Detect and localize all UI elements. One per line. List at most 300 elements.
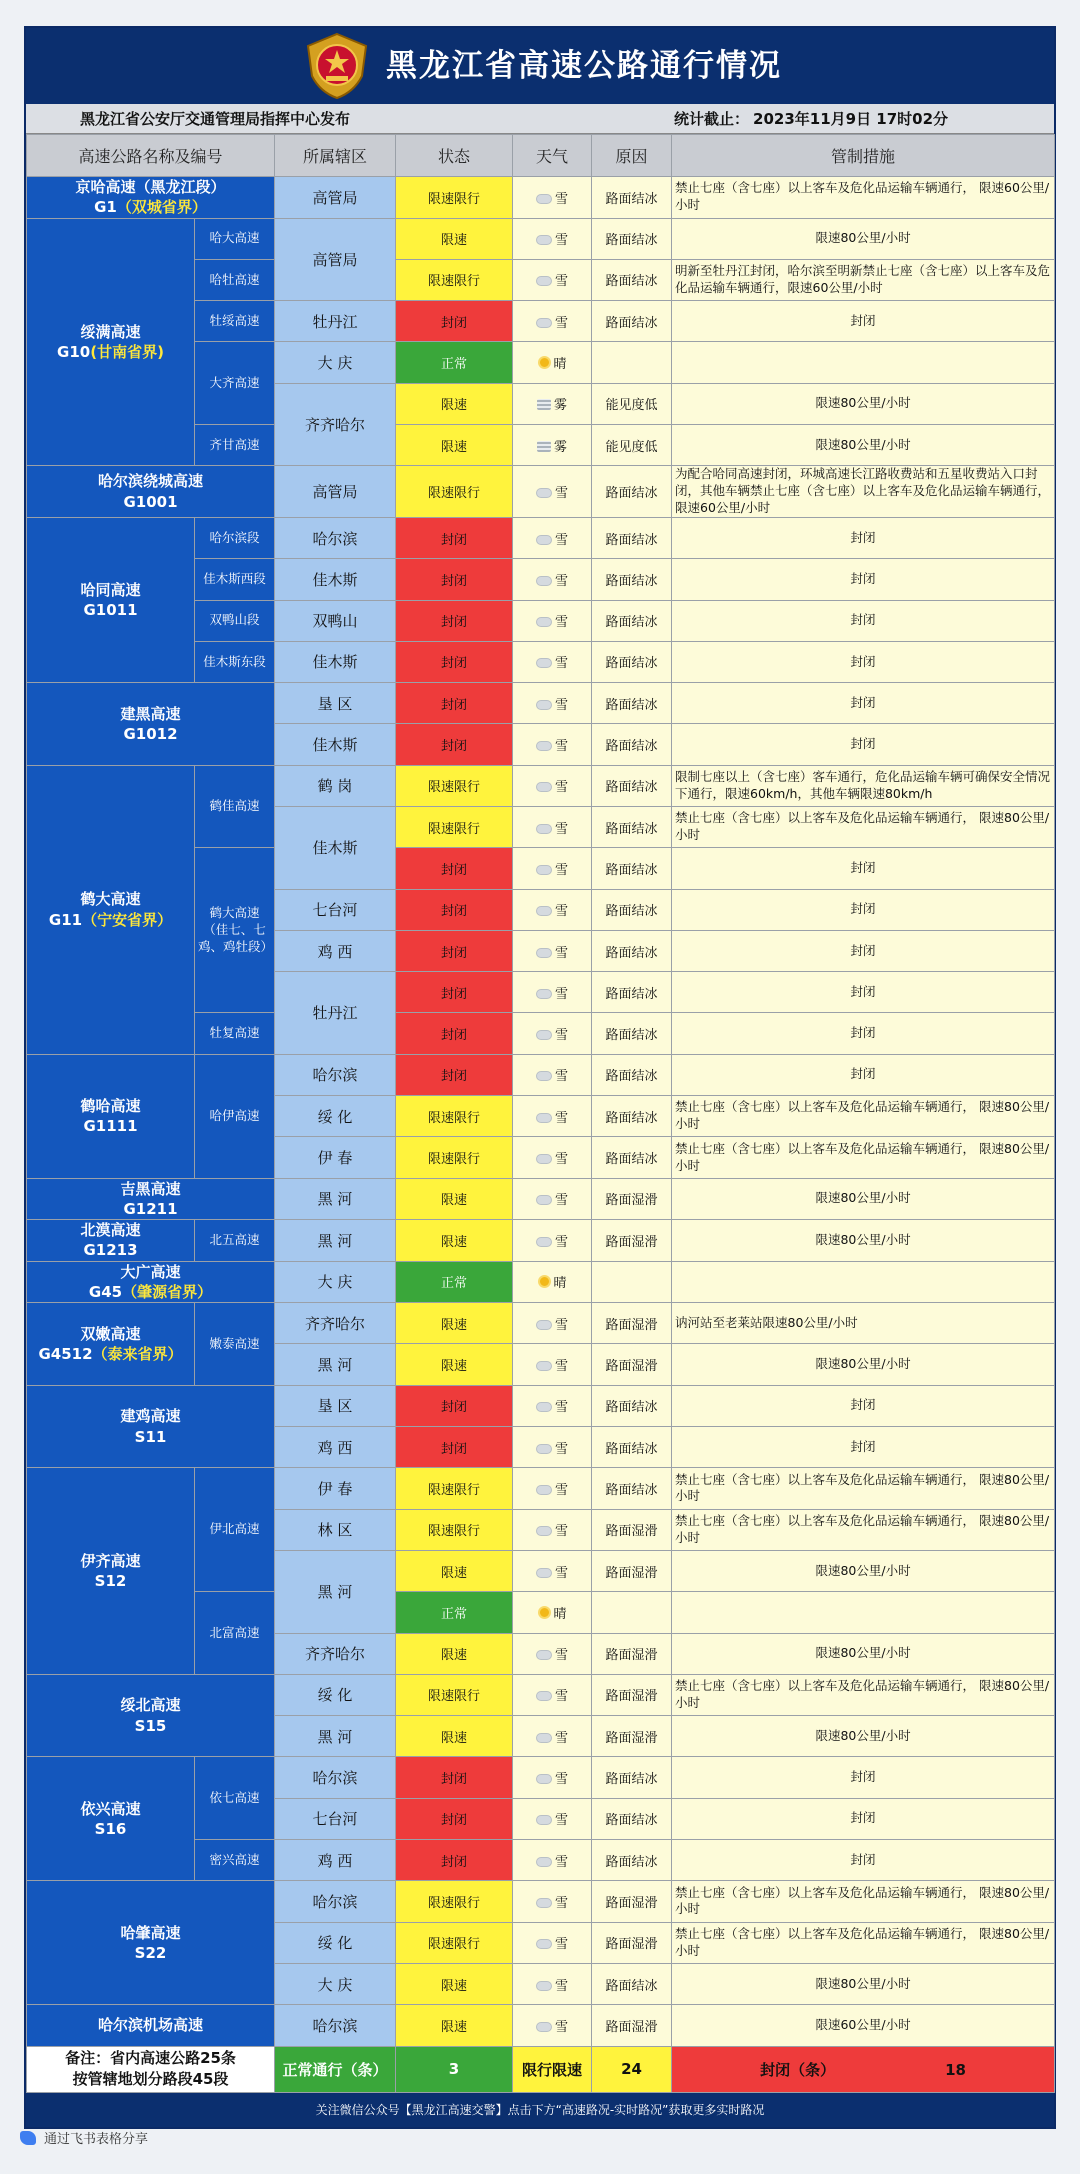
- sun-icon: [538, 356, 551, 369]
- weather-text: 雪: [555, 904, 569, 920]
- highway-name-line: [30, 1344, 191, 1364]
- snow-cloud-icon: [536, 235, 552, 245]
- segment-name-line: [198, 1625, 271, 1642]
- reason-cell: 路面结冰: [592, 683, 672, 724]
- status-badge: 封闭: [396, 848, 513, 889]
- reason-cell: 路面结冰: [592, 848, 672, 889]
- status-badge: 限速限行: [396, 806, 513, 847]
- highway-name-line: [30, 322, 191, 342]
- highway-name-cell: [27, 1303, 195, 1386]
- page-title: 黑龙江省高速公路通行情况: [386, 48, 782, 84]
- weather-cell: [513, 342, 592, 383]
- weather-text: 晴: [553, 1276, 567, 1292]
- snow-cloud-icon: [536, 1237, 552, 1247]
- status-badge: 封闭: [396, 930, 513, 971]
- status-badge: 封闭: [396, 1840, 513, 1881]
- table-row: [27, 1178, 1055, 1220]
- measure-cell: 禁止七座（含七座）以上客车及危化品运输车辆通行， 限速80公里/小时: [672, 1468, 1055, 1509]
- weather-cell: [513, 806, 592, 847]
- highway-name-line: [30, 1819, 191, 1839]
- segment-name-line: [198, 530, 271, 547]
- weather-cell: [513, 1013, 592, 1054]
- measure-cell: 封闭: [672, 972, 1055, 1013]
- table-row: [27, 1674, 1055, 1715]
- jurisdiction-cell: 七台河: [275, 889, 396, 930]
- weather-text: 雪: [555, 1193, 569, 1209]
- measure-cell: 限速80公里/小时: [672, 424, 1055, 465]
- highway-name-cell: [27, 1757, 195, 1881]
- fog-icon: [537, 441, 551, 452]
- reason-cell: 路面结冰: [592, 218, 672, 259]
- segment-name-line: [198, 1336, 271, 1353]
- reason-cell: 路面结冰: [592, 930, 672, 971]
- measure-cell: 封闭: [672, 1054, 1055, 1095]
- measure-cell: 封闭: [672, 641, 1055, 682]
- highway-label: 哈肇高速: [120, 1923, 181, 1942]
- weather-text: 雪: [555, 1854, 569, 1870]
- highway-label: 伊北高速: [209, 1521, 260, 1537]
- weather-text: 雪: [555, 1730, 569, 1746]
- highway-name-cell: [27, 517, 195, 682]
- weather-text: 雪: [555, 1069, 569, 1085]
- weather-cell: [513, 1633, 592, 1674]
- segment-name-line: [198, 654, 271, 671]
- measure-cell: 明新至牡丹江封闭，哈尔滨至明新禁止七座（含七座）以上客车及危化品运输车辆通行，限速60公里/小时: [672, 259, 1055, 300]
- highway-name-line: [30, 177, 271, 197]
- share-footer[interactable]: [20, 2128, 148, 2147]
- highway-label: G1001: [123, 492, 178, 511]
- weather-text: 雪: [555, 1234, 569, 1250]
- jurisdiction-cell: 伊 春: [275, 1137, 396, 1178]
- reason-cell: 路面结冰: [592, 177, 672, 219]
- segment-name-cell: [195, 517, 275, 558]
- highway-name-line: [30, 1282, 271, 1302]
- measure-cell: 封闭: [672, 683, 1055, 724]
- snow-cloud-icon: [536, 1320, 552, 1330]
- segment-name-cell: [195, 301, 275, 342]
- weather-cell: [513, 1840, 592, 1881]
- measure-cell: 禁止七座（含七座）以上客车及危化品运输车辆通行， 限速80公里/小时: [672, 1881, 1055, 1922]
- measure-cell: 限速60公里/小时: [672, 2005, 1055, 2046]
- weather-cell: [513, 1592, 592, 1633]
- status-badge: 限速: [396, 1633, 513, 1674]
- measure-cell: 封闭: [672, 1385, 1055, 1426]
- share-text: 通过飞书表格分享: [44, 2132, 149, 2147]
- highway-name-cell: [27, 2005, 275, 2046]
- reason-cell: 路面结冰: [592, 806, 672, 847]
- status-badge: 封闭: [396, 724, 513, 765]
- jurisdiction-cell: 佳木斯: [275, 641, 396, 682]
- weather-text: 雪: [555, 1524, 569, 1540]
- jurisdiction-cell: 黑 河: [275, 1344, 396, 1385]
- measure-cell: 封闭: [672, 301, 1055, 342]
- jurisdiction-cell: 林 区: [275, 1509, 396, 1550]
- summary-note: [27, 2046, 275, 2092]
- segment-name-line: [198, 1025, 271, 1042]
- reason-cell: 路面结冰: [592, 1096, 672, 1137]
- jurisdiction-cell: 哈尔滨: [275, 1757, 396, 1798]
- highway-label: G11: [48, 910, 83, 929]
- weather-cell: [513, 641, 592, 682]
- highway-label: 哈尔滨段: [209, 529, 260, 545]
- measure-cell: 讷河站至老莱站限速80公里/小时: [672, 1303, 1055, 1344]
- highway-name-line: [30, 1406, 271, 1426]
- weather-cell: [513, 1509, 592, 1550]
- measure-cell: 封闭: [672, 724, 1055, 765]
- measure-cell: 限速80公里/小时: [672, 1716, 1055, 1757]
- summary-section: [27, 2046, 1055, 2092]
- weather-cell: [513, 765, 592, 806]
- segment-name-cell: [195, 424, 275, 465]
- weather-cell: [513, 1137, 592, 1178]
- fog-icon: [537, 399, 551, 410]
- segment-name-line: [198, 230, 271, 247]
- jurisdiction-cell: 佳木斯: [275, 724, 396, 765]
- status-badge: 限速: [396, 218, 513, 259]
- highway-label: 齐甘高速: [209, 436, 260, 452]
- highway-name-cell: [27, 1054, 195, 1178]
- publisher-text: 黑龙江省公安厅交通管理局指挥中心发布: [80, 110, 351, 128]
- snow-cloud-icon: [536, 1361, 552, 1371]
- reason-cell: 路面结冰: [592, 641, 672, 682]
- weather-text: 雾: [554, 398, 568, 414]
- snow-cloud-icon: [536, 617, 552, 627]
- highway-label: 绥满高速: [80, 322, 141, 341]
- table-row: [27, 2005, 1055, 2046]
- snow-cloud-icon: [536, 1113, 552, 1123]
- jurisdiction-cell: 佳木斯: [275, 806, 396, 889]
- weather-cell: [513, 1344, 592, 1385]
- highway-name-cell: [27, 466, 275, 518]
- highway-name-line: [30, 1220, 191, 1240]
- reason-cell: 路面湿滑: [592, 1220, 672, 1262]
- weather-text: 雪: [555, 486, 569, 502]
- table-header-row: [27, 135, 1055, 177]
- snow-cloud-icon: [536, 318, 552, 328]
- measure-cell: 封闭: [672, 559, 1055, 600]
- highway-label: 鹤大高速（佳七、七鸡、鸡牡段）: [198, 905, 274, 954]
- snow-cloud-icon: [536, 906, 552, 916]
- weather-text: 雪: [555, 1813, 569, 1829]
- segment-name-cell: [195, 1757, 275, 1840]
- highway-name-line: [30, 1799, 191, 1819]
- highway-label: G1111: [83, 1117, 138, 1136]
- weather-cell: [513, 724, 592, 765]
- segment-name-cell: [195, 1220, 275, 1262]
- sun-icon: [538, 1606, 551, 1619]
- weather-cell: [513, 1054, 592, 1095]
- reason-cell: 路面结冰: [592, 1054, 672, 1095]
- highway-name-cell: [27, 1261, 275, 1303]
- weather-text: 雪: [555, 1772, 569, 1788]
- table-row: [27, 466, 1055, 518]
- weather-cell: [513, 517, 592, 558]
- border-station-label: (甘南省界): [90, 342, 164, 361]
- table-row: [27, 1303, 1055, 1344]
- highway-name-line: [30, 471, 271, 491]
- measure-cell: 封闭: [672, 1798, 1055, 1839]
- header-cell: 所属辖区: [275, 135, 396, 177]
- highway-label: G45: [88, 1282, 123, 1301]
- highway-label: 哈尔滨机场高速: [98, 2016, 204, 2035]
- jurisdiction-cell: 双鸭山: [275, 600, 396, 641]
- snow-cloud-icon: [536, 782, 552, 792]
- weather-text: 雪: [555, 1978, 569, 1994]
- measure-cell: 封闭: [672, 1840, 1055, 1881]
- measure-cell: 限速80公里/小时: [672, 218, 1055, 259]
- reason-cell: 路面结冰: [592, 1427, 672, 1468]
- jurisdiction-cell: 鸡 西: [275, 1427, 396, 1468]
- header-cell: 高速公路名称及编号: [27, 135, 275, 177]
- segment-name-line: [198, 612, 271, 629]
- highway-label: 建黑高速: [120, 704, 181, 723]
- jurisdiction-cell: 高管局: [275, 218, 396, 301]
- weather-text: 雪: [555, 1110, 569, 1126]
- highway-label: 吉黑高速: [120, 1179, 181, 1198]
- measure-cell: 限速80公里/小时: [672, 1178, 1055, 1220]
- segment-name-cell: [195, 1013, 275, 1054]
- status-badge: 限速: [396, 1550, 513, 1591]
- segment-name-cell: [195, 600, 275, 641]
- reason-cell: 路面结冰: [592, 600, 672, 641]
- weather-text: 雪: [555, 1028, 569, 1044]
- snow-cloud-icon: [536, 1030, 552, 1040]
- weather-cell: [513, 1178, 592, 1220]
- highway-label: 京哈高速（黑龙江段）: [75, 178, 226, 196]
- reason-cell: [592, 1592, 672, 1633]
- snow-cloud-icon: [536, 948, 552, 958]
- measure-cell: 禁止七座（含七座）以上客车及危化品运输车辆通行， 限速80公里/小时: [672, 1922, 1055, 1963]
- stats-label: 统计截止：: [674, 110, 750, 128]
- jurisdiction-cell: 绥 化: [275, 1096, 396, 1137]
- jurisdiction-cell: 哈尔滨: [275, 2005, 396, 2046]
- weather-text: 雪: [555, 1648, 569, 1664]
- status-badge: 封闭: [396, 600, 513, 641]
- jurisdiction-cell: 黑 河: [275, 1220, 396, 1262]
- segment-name-line: [198, 1790, 271, 1807]
- highway-label: G1011: [83, 601, 138, 619]
- weather-text: 雪: [555, 2019, 569, 2035]
- highway-label: 哈同高速: [80, 580, 141, 599]
- highway-name-cell: [27, 1881, 275, 2005]
- highway-label: 大齐高速: [209, 374, 260, 390]
- highway-label: G1012: [123, 724, 178, 743]
- weather-cell: [513, 1757, 592, 1798]
- measure-cell: 限速80公里/小时: [672, 1633, 1055, 1674]
- reason-cell: 路面结冰: [592, 1963, 672, 2004]
- measure-cell: 限速80公里/小时: [672, 1220, 1055, 1262]
- status-badge: 限速: [396, 1716, 513, 1757]
- measure-cell: 封闭: [672, 1427, 1055, 1468]
- jurisdiction-cell: 哈尔滨: [275, 1881, 396, 1922]
- highway-name-line: [30, 910, 191, 930]
- snow-cloud-icon: [536, 1526, 552, 1536]
- table-row: [27, 1385, 1055, 1426]
- segment-name-cell: [195, 1054, 275, 1178]
- highway-name-line: [30, 1551, 191, 1571]
- jurisdiction-cell: 黑 河: [275, 1550, 396, 1633]
- highway-label: 依兴高速: [80, 1799, 141, 1818]
- highway-label: 密兴高速: [209, 1851, 260, 1867]
- segment-name-cell: [195, 1840, 275, 1881]
- segment-name-cell: [195, 765, 275, 848]
- weather-cell: [513, 930, 592, 971]
- snow-cloud-icon: [536, 1733, 552, 1743]
- segment-name-cell: [195, 342, 275, 425]
- reason-cell: 路面湿滑: [592, 1716, 672, 1757]
- weather-cell: [513, 848, 592, 889]
- segment-name-line: [198, 375, 271, 392]
- snow-cloud-icon: [536, 1815, 552, 1825]
- status-badge: 限速: [396, 424, 513, 465]
- table-body: [27, 135, 1055, 2047]
- highway-name-line: [30, 1571, 191, 1591]
- status-badge: 正常: [396, 1592, 513, 1633]
- weather-cell: [513, 1468, 592, 1509]
- highway-label: 双嫩高速: [80, 1324, 141, 1343]
- highway-label: S16: [94, 1819, 127, 1838]
- reason-cell: 路面结冰: [592, 466, 672, 518]
- highway-name-cell: [27, 1385, 275, 1468]
- segment-name-line: [198, 313, 271, 330]
- snow-cloud-icon: [536, 1485, 552, 1495]
- reason-cell: 路面湿滑: [592, 1550, 672, 1591]
- jurisdiction-cell: 绥 化: [275, 1922, 396, 1963]
- jurisdiction-cell: 齐齐哈尔: [275, 1633, 396, 1674]
- table-row: [27, 1881, 1055, 1922]
- segment-name-line: [198, 1108, 271, 1125]
- highway-name-line: [30, 1199, 271, 1219]
- highway-name-cell: [27, 1178, 275, 1220]
- reason-cell: 路面湿滑: [592, 1344, 672, 1385]
- snow-cloud-icon: [536, 1981, 552, 1991]
- measure-cell: 限速80公里/小时: [672, 1550, 1055, 1591]
- segment-name-cell: [195, 218, 275, 259]
- weather-text: 雪: [555, 1152, 569, 1167]
- segment-name-line: [198, 798, 271, 815]
- snow-cloud-icon: [536, 1650, 552, 1660]
- highway-name-cell: [27, 1674, 275, 1757]
- highway-label: 佳木斯西段: [203, 570, 266, 586]
- measure-cell: 禁止七座（含七座）以上客车及危化品运输车辆通行， 限速80公里/小时: [672, 1509, 1055, 1550]
- jurisdiction-cell: 鸡 西: [275, 930, 396, 971]
- status-badge: 封闭: [396, 683, 513, 724]
- measure-cell: 限速80公里/小时: [672, 1963, 1055, 2004]
- jurisdiction-cell: 齐齐哈尔: [275, 1303, 396, 1344]
- jurisdiction-cell: 大 庆: [275, 1963, 396, 2004]
- snow-cloud-icon: [536, 1195, 552, 1205]
- reason-cell: 路面结冰: [592, 765, 672, 806]
- highway-label: G1213: [83, 1241, 138, 1260]
- snow-cloud-icon: [536, 1568, 552, 1578]
- jurisdiction-cell: 哈尔滨: [275, 517, 396, 558]
- reason-cell: 路面结冰: [592, 889, 672, 930]
- weather-cell: [513, 1220, 592, 1262]
- snow-cloud-icon: [536, 1402, 552, 1412]
- stats-time: 2023年11月9日 17时02分: [753, 110, 949, 128]
- status-badge: 封闭: [396, 889, 513, 930]
- weather-text: 雪: [555, 821, 569, 837]
- notice-frame: [24, 26, 1056, 2129]
- table-row: [27, 1468, 1055, 1509]
- weather-text: 雪: [555, 1359, 569, 1375]
- segment-name-cell: [195, 1303, 275, 1386]
- closed-count-cell: [672, 2046, 1055, 2092]
- snow-cloud-icon: [536, 1774, 552, 1784]
- snow-cloud-icon: [536, 488, 552, 498]
- status-badge: 限速限行: [396, 1509, 513, 1550]
- segment-name-line: [198, 1232, 271, 1249]
- highway-name-line: [30, 1262, 271, 1282]
- measure-cell: [672, 342, 1055, 383]
- publish-info-row: [26, 104, 1054, 134]
- highway-label: 北富高速: [209, 1624, 260, 1640]
- reason-cell: 路面湿滑: [592, 1633, 672, 1674]
- jurisdiction-cell: 大 庆: [275, 1261, 396, 1303]
- status-badge: 限速限行: [396, 1468, 513, 1509]
- snow-cloud-icon: [536, 276, 552, 286]
- weather-text: 雪: [555, 986, 569, 1002]
- jurisdiction-cell: 绥 化: [275, 1674, 396, 1715]
- status-badge: 封闭: [396, 301, 513, 342]
- weather-cell: [513, 1550, 592, 1591]
- reason-cell: [592, 342, 672, 383]
- highway-label: 北五高速: [209, 1231, 260, 1247]
- jurisdiction-cell: 鸡 西: [275, 1840, 396, 1881]
- reason-cell: 路面湿滑: [592, 1881, 672, 1922]
- highway-label: S12: [94, 1572, 127, 1591]
- highway-name-line: [30, 2015, 271, 2035]
- reason-cell: 路面结冰: [592, 301, 672, 342]
- snow-cloud-icon: [536, 535, 552, 545]
- summary-row: [27, 2046, 1055, 2092]
- status-badge: 限速限行: [396, 177, 513, 219]
- status-badge: 限速限行: [396, 1881, 513, 1922]
- highway-name-line: [30, 1324, 191, 1344]
- weather-cell: [513, 1674, 592, 1715]
- status-badge: 限速限行: [396, 1922, 513, 1963]
- highway-name-cell: [27, 218, 195, 466]
- segment-name-line: [198, 571, 271, 588]
- header-cell: 管制措施: [672, 135, 1055, 177]
- snow-cloud-icon: [536, 1857, 552, 1867]
- measure-cell: 封闭: [672, 600, 1055, 641]
- weather-text: 雪: [555, 1895, 569, 1911]
- weather-text: 雪: [555, 1317, 569, 1333]
- header-cell: 状态: [396, 135, 513, 177]
- snow-cloud-icon: [536, 576, 552, 586]
- status-badge: 限速: [396, 2005, 513, 2046]
- status-badge: 封闭: [396, 641, 513, 682]
- reason-cell: 路面结冰: [592, 517, 672, 558]
- highway-label: 哈牡高速: [209, 271, 260, 287]
- jurisdiction-cell: 牡丹江: [275, 301, 396, 342]
- reason-cell: 路面湿滑: [592, 1509, 672, 1550]
- limit-count-value: 24: [592, 2046, 672, 2092]
- highway-name-line: [30, 342, 191, 362]
- highway-name-cell: [27, 177, 275, 219]
- highway-name-line: [30, 1240, 191, 1260]
- highway-label: G1: [94, 198, 117, 217]
- jurisdiction-cell: 垦 区: [275, 1385, 396, 1426]
- weather-text: 雪: [555, 780, 569, 796]
- limit-count-label: 限行限速: [513, 2046, 592, 2092]
- measure-cell: 限速80公里/小时: [672, 1344, 1055, 1385]
- highway-name-cell: [27, 683, 275, 766]
- weather-cell: [513, 1922, 592, 1963]
- segment-name-cell: [195, 848, 275, 1013]
- highway-label: 大广高速: [120, 1262, 181, 1281]
